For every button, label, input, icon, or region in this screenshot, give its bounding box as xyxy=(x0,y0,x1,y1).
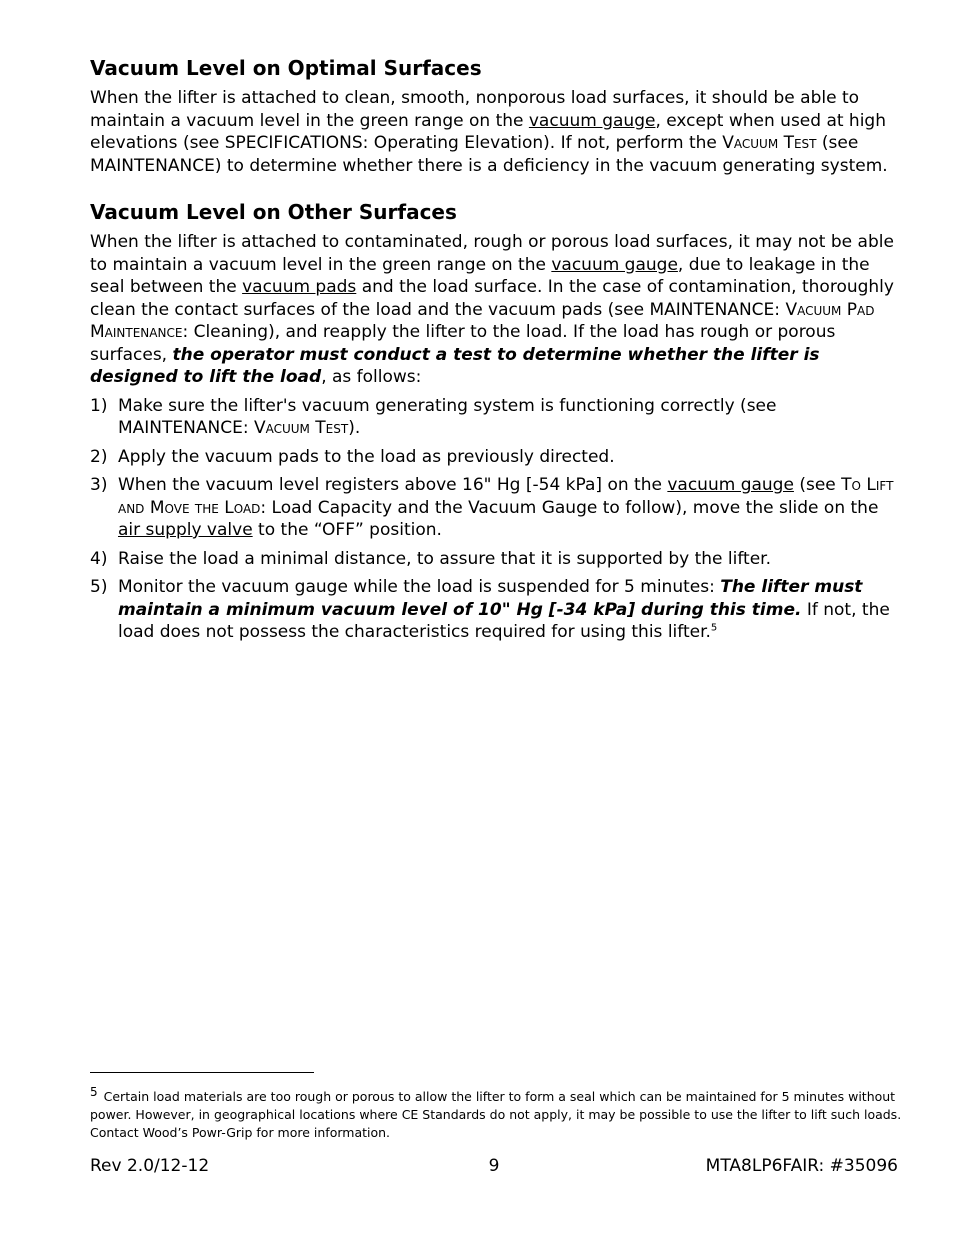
text: (see xyxy=(793,475,842,495)
text: (see MAINTENANCE) to determine whether there is a deficiency in the vacuum generating system. xyxy=(90,133,888,176)
list-item xyxy=(90,395,900,440)
text: and the load surface. In the case of contamination, thoroughly clean the contact surfaces of the load and the vacuum pads (see MAINTENANCE: xyxy=(90,277,894,320)
text: : Cleaning), and reapply the lifter to the load. If the load has rough or porous surfaces, xyxy=(90,322,836,365)
text: When the lifter is attached to clean, smooth, nonporous load surfaces, it should be able to maintain a vacuum level in the green range on the xyxy=(90,88,860,131)
step-number: 3) xyxy=(90,475,108,495)
vacuum-test-ref: Vacuum Test xyxy=(722,133,817,153)
page-body xyxy=(90,55,900,650)
document-id: MTA8LP6FAIR: #35096 xyxy=(705,1156,898,1176)
to-lift-ref: To Lift and Move the Load xyxy=(118,475,894,518)
emphasis-test-required: the operator must conduct a test to determine whether the lifter is designed to lift the load xyxy=(90,344,820,387)
list-item xyxy=(90,474,900,542)
text: , due to leakage in the seal between the xyxy=(90,254,870,297)
paragraph-other-surfaces xyxy=(90,231,900,389)
link-vacuum-gauge-3[interactable]: vacuum gauge xyxy=(667,475,794,495)
vacuum-test-ref: Vacuum Test xyxy=(253,418,349,438)
list-item xyxy=(90,446,900,469)
step-number: 5) xyxy=(90,577,108,597)
footnote-reference[interactable]: 5 xyxy=(710,622,718,634)
text: If not, the load does not possess the characteristics required for using this lifter. xyxy=(118,599,890,642)
text: to the “OFF” position. xyxy=(252,520,442,540)
step-number: 4) xyxy=(90,548,108,569)
revision-label: Rev 2.0/12-12 xyxy=(90,1156,210,1176)
page-footer xyxy=(90,1156,898,1180)
step-number: 1) xyxy=(90,395,108,416)
list-item xyxy=(90,548,900,571)
link-air-supply-valve[interactable]: air supply valve xyxy=(118,520,253,540)
text: : Load Capacity and the Vacuum Gauge to follow), move the slide on the xyxy=(260,497,879,518)
text: Apply the vacuum pads to the load as previously directed. xyxy=(118,446,615,467)
text: Raise the load a minimal distance, to assure that it is supported by the lifter. xyxy=(118,548,772,569)
text: When the vacuum level registers above 16" Hg [-54 kPa] on the xyxy=(118,475,668,495)
heading-optimal-surfaces: Vacuum Level on Optimal Surfaces xyxy=(90,56,482,80)
text: , except when used at high elevations (see SPECIFICATIONS: Operating Elevation). If not, perform the xyxy=(90,110,886,153)
paragraph-optimal-surfaces xyxy=(90,87,900,177)
footnote xyxy=(90,1084,902,1142)
text: , as follows: xyxy=(321,367,422,387)
heading-other-surfaces: Vacuum Level on Other Surfaces xyxy=(90,200,457,224)
text: When the lifter is attached to contaminated, rough or porous load surfaces, it may not be able to maintain a vacuum level in the green range on the xyxy=(90,232,894,275)
vacuum-pad-maintenance-ref: Vacuum Pad Maintenance xyxy=(90,299,875,342)
link-vacuum-gauge[interactable]: vacuum gauge xyxy=(528,110,656,131)
footnote-number: 5 xyxy=(90,1084,98,1099)
footnote-separator xyxy=(90,1072,314,1073)
link-vacuum-gauge-2[interactable]: vacuum gauge xyxy=(551,254,678,275)
page-number: 9 xyxy=(488,1156,500,1176)
test-steps-list xyxy=(90,395,900,644)
text: Monitor the vacuum gauge while the load is suspended for 5 minutes: xyxy=(118,577,721,597)
text: ). xyxy=(348,418,361,438)
footnote-text: Certain load materials are too rough or porous to allow the lifter to form a seal which can be maintained for 5 minutes without power. However, in geographical locations where CE Standards do not apply, it may be possible to use the lifter to lift such loads. Contact Wood’s Powr-Grip for more information. xyxy=(90,1089,902,1140)
list-item xyxy=(90,576,900,644)
text: Make sure the lifter's vacuum generating system is functioning correctly (see MAINTENANCE: xyxy=(118,395,777,438)
emphasis-minimum-vacuum: The lifter must maintain a minimum vacuum level of 10" Hg [-34 kPa] during this time. xyxy=(118,577,863,620)
link-vacuum-pads[interactable]: vacuum pads xyxy=(242,277,357,297)
step-number: 2) xyxy=(90,446,108,467)
